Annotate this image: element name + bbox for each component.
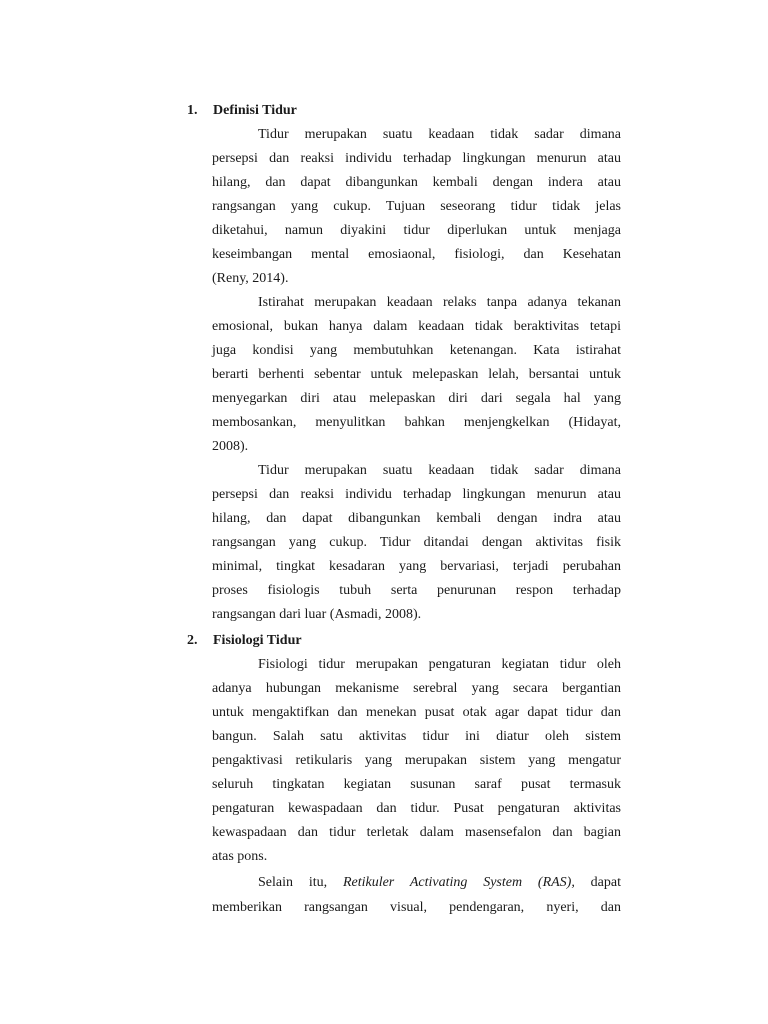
text-line: bangun. Salah satu aktivitas tidur ini diatur oleh sistem [212,729,621,744]
text-line-mixed [258,873,621,893]
text-line: rangsangan yang cukup. Tujuan seseorang tidur tidak jelas [212,199,621,214]
text-line: hilang, dan dapat dibangunkan kembali dengan indera atau [212,175,621,190]
text-line: untuk mengaktifkan dan menekan pusat otak agar dapat tidur dan [212,705,621,720]
text-line: 2008). [212,439,249,454]
section-heading-2 [187,631,302,651]
text-line: proses fisiologis tubuh serta penurunan respon terhadap [212,583,621,598]
text-line: hilang, dan dapat dibangunkan kembali dengan indra atau [212,511,621,526]
text-line: juga kondisi yang membutuhkan ketenangan. Kata istirahat [212,343,621,358]
text-line: pengaturan kewaspadaan dan tidur. Pusat pengaturan aktivitas [212,801,621,816]
text-line: rangsangan yang cukup. Tidur ditandai dengan aktivitas fisik [212,535,621,550]
text-segment: dapat [574,875,621,890]
text-line: kewaspadaan dan tidur terletak dalam masensefalon dan bagian [212,825,621,840]
text-line: persepsi dan reaksi individu terhadap lingkungan menurun atau [212,487,621,502]
text-segment: Selain itu, [258,875,343,890]
text-line: emosional, bukan hanya dalam keadaan tidak beraktivitas tetapi [212,319,621,334]
text-line: Tidur merupakan suatu keadaan tidak sadar dimana [258,127,621,142]
text-line: seluruh tingkatan kegiatan susunan saraf pusat termasuk [212,777,621,792]
text-line: membosankan, menyulitkan bahkan menjengkelkan (Hidayat, [212,415,621,430]
text-line: (Reny, 2014). [212,271,289,286]
text-line: diketahui, namun diyakini tidur diperlukan untuk menjaga [212,223,621,238]
text-line: minimal, tingkat kesadaran yang bervariasi, terjadi perubahan [212,559,621,574]
text-line: Tidur merupakan suatu keadaan tidak sadar dimana [258,463,621,478]
italic-term: Retikuler Activating System (RAS), [342,875,575,890]
text-line: atas pons. [212,849,268,864]
text-line: memberikan rangsangan visual, pendengaran, nyeri, dan [212,900,621,915]
section-heading-1 [187,101,297,121]
text-line: adanya hubungan mekanisme serebral yang secara bergantian [212,681,621,696]
section-title: Definisi Tidur [213,103,297,118]
text-line: keseimbangan mental emosiaonal, fisiologi, dan Kesehatan [212,247,621,262]
text-line: rangsangan dari luar (Asmadi, 2008). [212,607,422,622]
section-title: Fisiologi Tidur [213,633,302,648]
text-line: berarti berhenti sebentar untuk melepaskan lelah, bersantai untuk [212,367,621,382]
section-number: 1. [187,103,198,118]
text-line: Fisiologi tidur merupakan pengaturan kegiatan tidur oleh [258,657,621,672]
text-line: pengaktivasi retikularis yang merupakan sistem yang mengatur [212,753,621,768]
text-line: Istirahat merupakan keadaan relaks tanpa adanya tekanan [258,295,621,310]
text-line: persepsi dan reaksi individu terhadap lingkungan menurun atau [212,151,621,166]
text-line: menyegarkan diri atau melepaskan diri dari segala hal yang [212,391,621,406]
section-number: 2. [187,633,198,648]
